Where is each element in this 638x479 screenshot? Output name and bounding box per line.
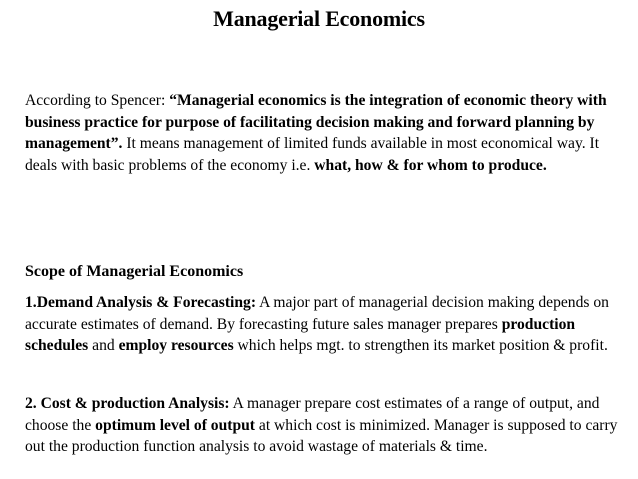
intro-paragraph	[25, 90, 625, 176]
point-demand-analysis: 1.Demand Analysis & Forecasting: A major part of managerial decision making depends on accurate estimates of demand. By forecasting future sales manager prepares production schedules and employ resources which helps mgt. to strengthen its market position & profit.	[25, 294, 609, 354]
point-heading: 1.Demand Analysis & Forecasting:	[25, 294, 257, 311]
point-cost-analysis: 2. Cost & production Analysis: A manager prepare cost estimates of a range of output, and choose the optimum level of output at which cost is minimized. Manager is supposed to carry out the production function analysis to avoid wastage of materials & time.	[25, 395, 618, 455]
bold-term: production schedules	[25, 315, 576, 354]
bold-term: employ resources	[118, 337, 234, 354]
spencer-definition: “Managerial economics is the integration of economic theory with business practice for purpose of facilitating decision making and forward planning by management”.	[25, 92, 607, 152]
intro-emphasis: what, how & for whom to produce.	[314, 156, 547, 174]
scope-heading: Scope of Managerial Economics	[25, 263, 244, 280]
slide-title: Managerial Economics	[213, 6, 425, 31]
bold-term: optimum level of output	[95, 416, 255, 434]
point-heading: 2. Cost & production Analysis:	[25, 395, 230, 412]
intro-middle: It means management of limited funds available in most economical way. It deals with basic problems of the economy i.e.	[25, 135, 600, 174]
intro-prefix: According to Spencer:	[25, 92, 170, 109]
